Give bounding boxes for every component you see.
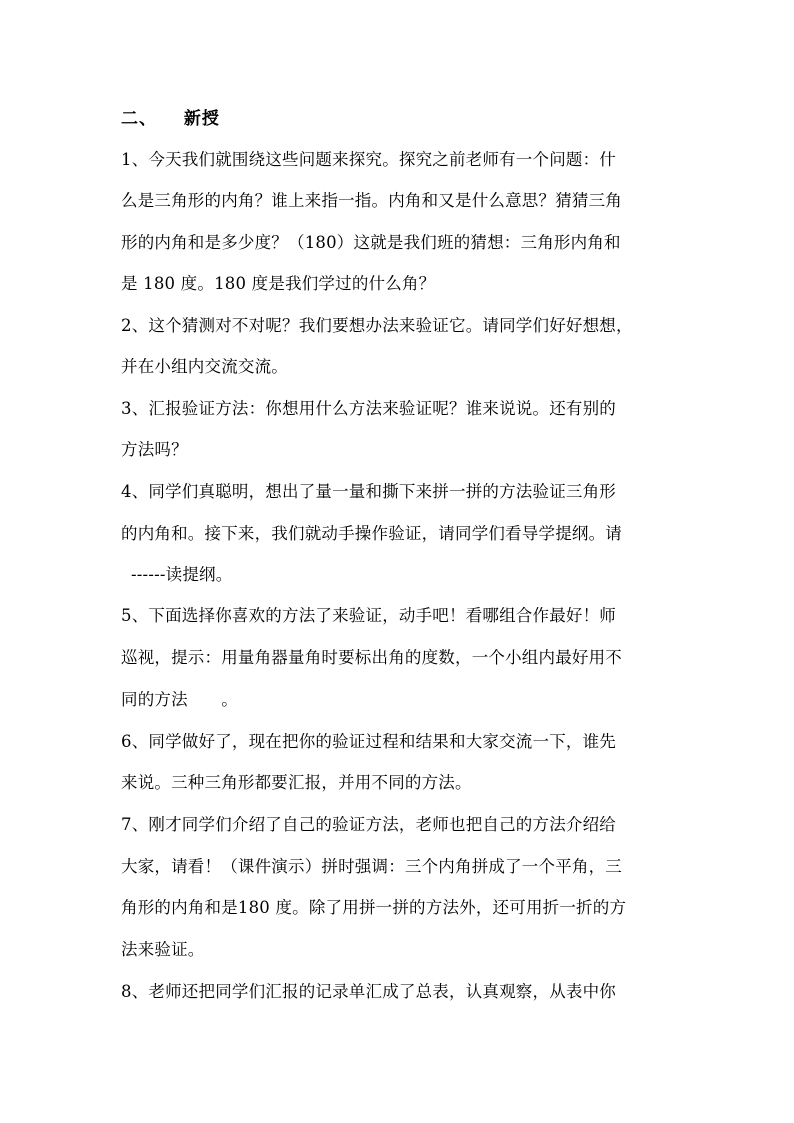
paragraph-line: 角形的内角和是180 度。除了用拼一拼的方法外，还可用折一折的方 bbox=[121, 898, 627, 917]
paragraph-line: 3、汇报验证方法：你想用什么方法来验证呢？谁来说说。还有别的 bbox=[121, 399, 616, 418]
paragraph-line: 2、这个猜测对不对呢？我们要想办法来验证它。请同学们好好想想， bbox=[121, 316, 633, 335]
paragraph-line: 的内角和。接下来，我们就动手操作验证，请同学们看导学提纲。请 bbox=[121, 524, 622, 543]
section-title: 新授 bbox=[183, 109, 220, 129]
paragraph-line: 形的内角和是多少度？（180）这就是我们班的猜想：三角形内角和 bbox=[121, 233, 621, 252]
paragraph-line: 是 180 度。180 度是我们学过的什么角？ bbox=[121, 274, 436, 293]
paragraph-line: 么是三角形的内角？谁上来指一指。内角和又是什么意思？猜猜三角 bbox=[121, 191, 622, 210]
paragraph-line: 6、同学做好了，现在把你的验证过程和结果和大家交流一下，谁先 bbox=[121, 732, 616, 751]
paragraph-line: ------读提纲。 bbox=[131, 565, 233, 584]
paragraph-line: 巡视，提示：用量角器量角时要标出角的度数，一个小组内最好用不 bbox=[121, 648, 622, 667]
section-heading bbox=[121, 104, 220, 129]
paragraph-line: 1、今天我们就围绕这些问题来探究。探究之前老师有一个问题：什 bbox=[121, 150, 616, 169]
paragraph-line: 8、老师还把同学们汇报的记录单汇成了总表，认真观察，从表中你 bbox=[121, 982, 616, 1001]
paragraph-line: 5、下面选择你喜欢的方法了来验证，动手吧！看哪组合作最好！师 bbox=[121, 606, 616, 625]
paragraph-line: 方法吗？ bbox=[121, 440, 188, 459]
paragraph-line: 4、同学们真聪明，想出了量一量和撕下来拼一拼的方法验证三角形 bbox=[121, 482, 616, 501]
paragraph-line: 来说。三种三角形都要汇报，并用不同的方法。 bbox=[121, 773, 472, 792]
paragraph-line: 并在小组内交流交流。 bbox=[121, 357, 288, 376]
paragraph-line: 7、刚才同学们介绍了自己的验证方法，老师也把自己的方法介绍给 bbox=[121, 815, 616, 834]
paragraph-line: 法来验证。 bbox=[121, 940, 205, 959]
paragraph-line: 同的方法 。 bbox=[121, 690, 238, 709]
paragraph-line: 大家，请看！（课件演示）拼时强调：三个内角拼成了一个平角，三 bbox=[121, 857, 622, 876]
section-number: 二、 bbox=[121, 109, 157, 129]
